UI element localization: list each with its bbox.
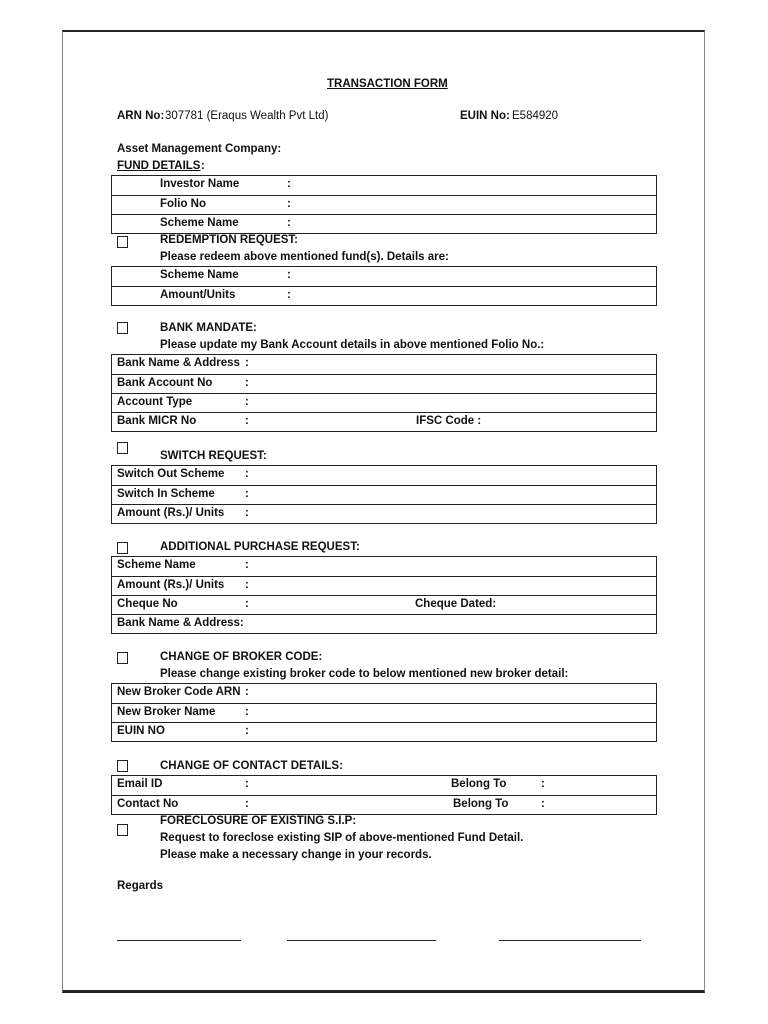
table-row[interactable] bbox=[112, 776, 656, 795]
table-row[interactable] bbox=[112, 557, 656, 576]
bank-mandate-note: Please update my Bank Account details in above mentioned Folio No.: bbox=[160, 339, 545, 351]
belong-to-label: Belong To bbox=[453, 798, 509, 810]
foreclosure-checkbox[interactable] bbox=[117, 824, 128, 836]
foreclosure-heading: FORECLOSURE OF EXISTING S.I.P: bbox=[160, 815, 357, 827]
row-label: Bank Name & Address: bbox=[117, 617, 244, 629]
table-row[interactable] bbox=[112, 684, 656, 703]
row-label: Amount (Rs.)/ Units bbox=[117, 507, 225, 519]
row-label: New Broker Code ARN bbox=[117, 686, 241, 698]
table-row[interactable] bbox=[112, 485, 656, 504]
row-colon: : bbox=[245, 559, 249, 571]
table-row[interactable] bbox=[112, 267, 656, 286]
row-label: Amount/Units bbox=[160, 289, 236, 301]
table-row[interactable] bbox=[112, 195, 656, 214]
row-colon: : bbox=[245, 798, 249, 810]
table-row[interactable] bbox=[112, 412, 656, 431]
row-colon: : bbox=[245, 488, 249, 500]
row-label: New Broker Name bbox=[117, 706, 216, 718]
redemption-heading: REDEMPTION REQUEST: bbox=[160, 234, 299, 246]
fund-details-colon: : bbox=[201, 160, 205, 172]
redemption-table bbox=[111, 266, 657, 306]
table-row[interactable] bbox=[112, 576, 656, 595]
row-label: Investor Name bbox=[160, 178, 240, 190]
row-colon: : bbox=[245, 468, 249, 480]
bank-mandate-table bbox=[111, 354, 657, 432]
belong-to-colon: : bbox=[541, 798, 545, 810]
table-row[interactable] bbox=[112, 595, 656, 614]
row-label: Scheme Name bbox=[160, 269, 239, 281]
table-row[interactable] bbox=[112, 466, 656, 485]
amc-label: Asset Management Company: bbox=[117, 143, 282, 155]
switch-table bbox=[111, 465, 657, 524]
row-colon: : bbox=[245, 686, 249, 698]
row-label: Account Type bbox=[117, 396, 193, 408]
euin-value: E584920 bbox=[512, 110, 559, 122]
table-row[interactable] bbox=[112, 355, 656, 374]
row-colon: : bbox=[245, 377, 249, 389]
row-colon: : bbox=[245, 725, 249, 737]
regards-text: Regards bbox=[117, 880, 164, 892]
table-row[interactable] bbox=[112, 614, 656, 633]
contact-change-checkbox[interactable] bbox=[117, 760, 128, 772]
row-colon: : bbox=[245, 396, 249, 408]
belong-to-colon: : bbox=[541, 778, 545, 790]
row-label: Scheme Name bbox=[160, 217, 239, 229]
foreclosure-line1: Request to foreclose existing SIP of above-mentioned Fund Detail. bbox=[160, 832, 524, 844]
broker-change-heading: CHANGE OF BROKER CODE: bbox=[160, 651, 323, 663]
row-colon: : bbox=[287, 269, 291, 281]
table-row[interactable] bbox=[112, 214, 656, 233]
row-label: Bank Name & Address bbox=[117, 357, 240, 369]
additional-purchase-heading: ADDITIONAL PURCHASE REQUEST: bbox=[160, 541, 360, 553]
row-label: Contact No bbox=[117, 798, 179, 810]
row-label: Amount (Rs.)/ Units bbox=[117, 579, 225, 591]
arn-label: ARN No: bbox=[117, 110, 165, 122]
row-label: Email ID bbox=[117, 778, 163, 790]
row-label: Switch Out Scheme bbox=[117, 468, 225, 480]
row-colon: : bbox=[287, 289, 291, 301]
bank-mandate-heading: BANK MANDATE: bbox=[160, 322, 257, 334]
row-colon: : bbox=[287, 198, 291, 210]
row-colon: : bbox=[245, 507, 249, 519]
row-colon: : bbox=[245, 778, 249, 790]
row-label: Bank Account No bbox=[117, 377, 213, 389]
fund-details-label: FUND DETAILS bbox=[117, 160, 201, 172]
table-row[interactable] bbox=[112, 393, 656, 412]
row-label: Bank MICR No bbox=[117, 415, 197, 427]
additional-purchase-checkbox[interactable] bbox=[117, 542, 128, 554]
euin-label: EUIN No: bbox=[460, 110, 510, 122]
row-colon: : bbox=[287, 217, 291, 229]
row-colon: : bbox=[287, 178, 291, 190]
signature-line-1[interactable] bbox=[117, 940, 241, 941]
row-colon: : bbox=[245, 579, 249, 591]
row-colon: : bbox=[245, 357, 249, 369]
broker-change-note: Please change existing broker code to below mentioned new broker detail: bbox=[160, 668, 569, 680]
row-label: Switch In Scheme bbox=[117, 488, 215, 500]
fund-details-table bbox=[111, 175, 657, 234]
contact-change-table bbox=[111, 775, 657, 815]
contact-change-heading: CHANGE OF CONTACT DETAILS: bbox=[160, 760, 343, 772]
form-title: TRANSACTION FORM bbox=[327, 78, 448, 90]
redemption-checkbox[interactable] bbox=[117, 236, 128, 248]
table-row[interactable] bbox=[112, 504, 656, 523]
row-label: EUIN NO bbox=[117, 725, 165, 737]
table-row[interactable] bbox=[112, 703, 656, 722]
belong-to-label: Belong To bbox=[451, 778, 507, 790]
table-row[interactable] bbox=[112, 176, 656, 195]
table-row[interactable] bbox=[112, 374, 656, 393]
arn-value: 307781 (Eraqus Wealth Pvt Ltd) bbox=[165, 110, 329, 122]
row-colon: : bbox=[245, 415, 249, 427]
row-label: Folio No bbox=[160, 198, 206, 210]
table-row[interactable] bbox=[112, 795, 656, 814]
redemption-note: Please redeem above mentioned fund(s). Details are: bbox=[160, 251, 449, 263]
broker-change-checkbox[interactable] bbox=[117, 652, 128, 664]
foreclosure-line2: Please make a necessary change in your records. bbox=[160, 849, 432, 861]
row-label: Cheque No bbox=[117, 598, 178, 610]
signature-line-2[interactable] bbox=[287, 940, 436, 941]
row-colon: : bbox=[245, 706, 249, 718]
row-label: Scheme Name bbox=[117, 559, 196, 571]
additional-purchase-table bbox=[111, 556, 657, 634]
ifsc-code-label: IFSC Code : bbox=[416, 415, 482, 427]
switch-heading: SWITCH REQUEST: bbox=[160, 450, 267, 462]
table-row[interactable] bbox=[112, 286, 656, 305]
signature-line-3[interactable] bbox=[499, 940, 641, 941]
broker-change-table bbox=[111, 683, 657, 742]
cheque-dated-label: Cheque Dated: bbox=[415, 598, 497, 610]
table-row[interactable] bbox=[112, 722, 656, 741]
row-colon: : bbox=[245, 598, 249, 610]
bank-mandate-checkbox[interactable] bbox=[117, 322, 128, 334]
switch-checkbox[interactable] bbox=[117, 442, 128, 454]
